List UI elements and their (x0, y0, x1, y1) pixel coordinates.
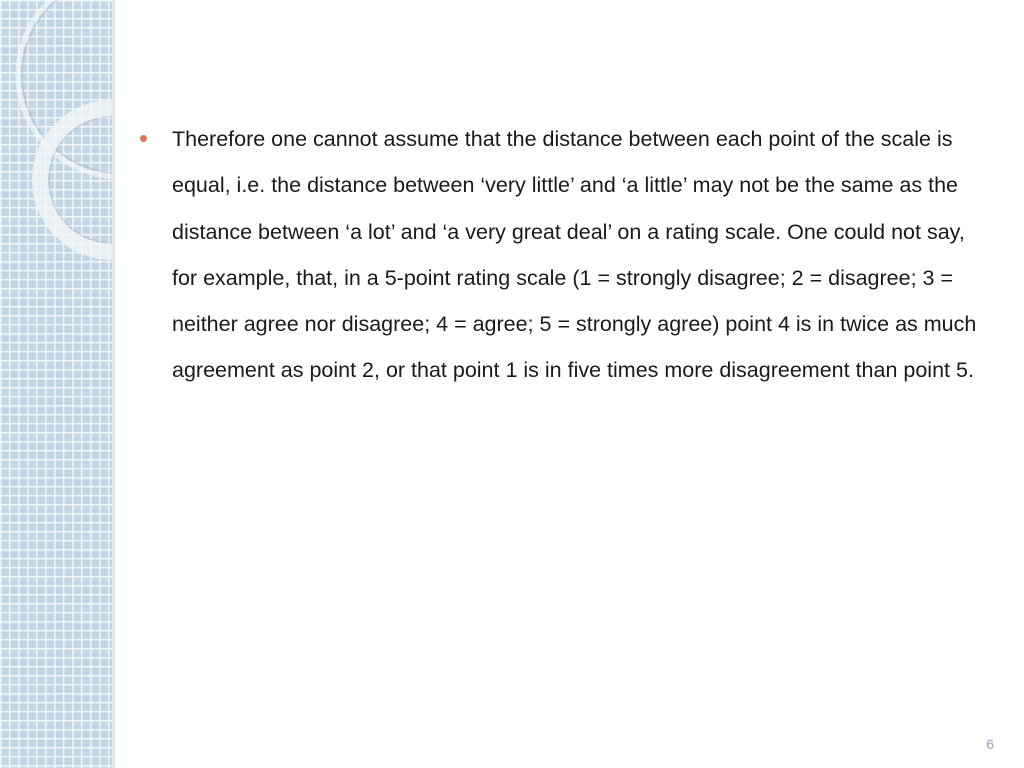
large-ring-shadow (22, 0, 112, 173)
small-ring (40, 108, 112, 252)
large-ring (18, 0, 112, 177)
bullet-item (140, 116, 985, 394)
side-panel-edge (112, 0, 115, 768)
slide-content (140, 116, 985, 394)
bullet-text: Therefore one cannot assume that the distance between each point of the scale is equal, i.e. the distance between ‘very little’ and ‘a little’ may not be the same as the distance between ‘a lot’ and ‘a very great deal’ on a rating scale. One could not say, for example, that, in a 5-point rating scale (1 = strongly disagree; 2 = disagree; 3 = neither agree nor disagree; 4 = agree; 5 = strongly agree) point 4 is in twice as much agreement as point 2, or that point 1 is in five times more disagreement than point 5. (172, 127, 977, 383)
page-number: 6 (986, 736, 994, 752)
bullet-dot-icon (140, 135, 147, 142)
decorative-side-panel (0, 0, 112, 768)
decorative-rings (0, 0, 112, 768)
